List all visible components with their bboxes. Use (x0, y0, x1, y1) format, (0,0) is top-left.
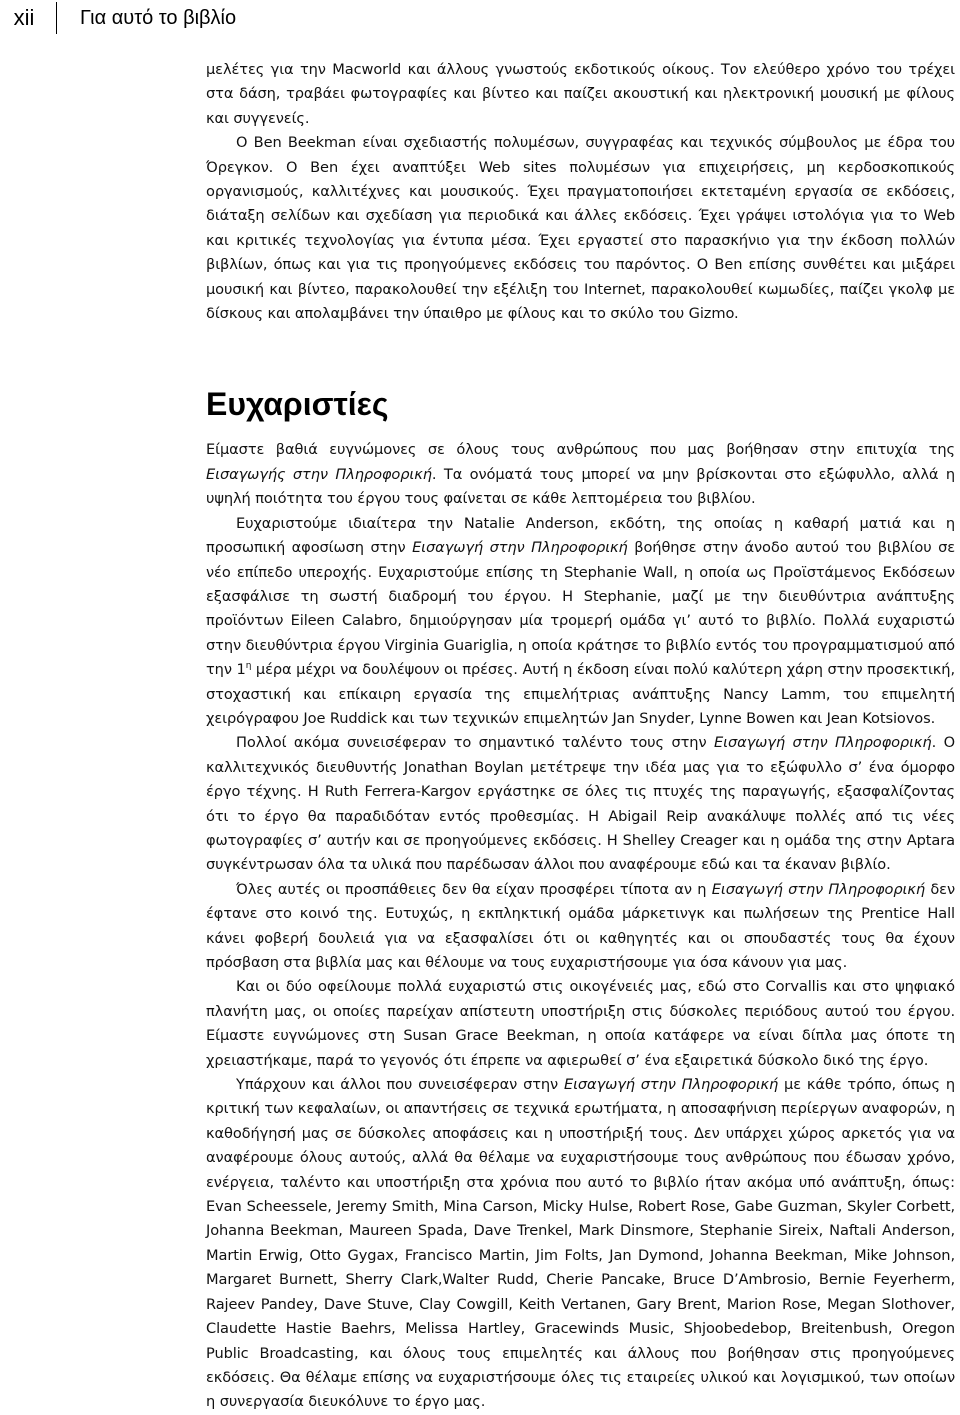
text-run: με κάθε τρόπο, όπως η κριτική των κεφαλαίων, οι απαντήσεις σε τεχνικά ερωτήματα, η αποσαφήνιση περίεργων αναφορών, η καθοδήγησή μας σε δύσκολες αποφάσεις και η υποστήριξή τους. Δεν υπάρχει χώρος αρκετός για να αναφέρουμε όλους αυτούς, αλλά θα θέλαμε να ευχαριστήσουμε τους ανθρώπους που έδωσαν χρόνο, ενέργεια, ταλέντο και υποστήριξη στα χρόνια που αυτό το βιβλίο ήταν ακόμα υπό ανάπτυξη, όπως: Evan Scheessele, Jeremy Smith, Mina Carson, Micky Hulse, Robert Rose, Gabe Guzman, Skyler Corbett, Johanna Beekman, Maureen Spada, Dave Trenkel, Mark Dinsmore, Stephanie Sireix, Naftali Anderson, Martin Erwig, Otto Gygax, Francisco Martin, Jim Folts, Jan Dymond, Johanna Beekman, Mike Johnson, Margaret Burnett, Sherry Clark,Walter Rudd, Cherie Pancake, Bruce D’Ambrosio, Bernie Feyerherm, Rajeev Pandey, Dave Stuve, Clay Cowgill, Keith Vertanen, Gary Brent, Marion Rose, Megan Slothover, Claudette Hastie Baehrs, Melissa Hartley, Gracewinds Music, Shjoobedebop, Breitenbush, Oregon Public Broadcasting, και όλους τους επιμελητές και άλλους που βοήθησαν στις προηγούμενες εκδόσεις. Θα θέλαμε επίσης να ευχαριστήσουμε όλες τις εταιρείες υλικού και λογισμικού, των οποίων η συνεργασία διευκόλυνε το έργο μας. (206, 1076, 955, 1411)
page-body (206, 58, 955, 1415)
text-run: Ευχαριστούμε ιδιαίτερα την Natalie Anderson, εκδότη, της οποίας η καθαρή ματιά και η προσωπική αφοσίωση στην (206, 514, 955, 557)
ack-paragraph (206, 731, 955, 877)
author-bio-section (206, 58, 955, 326)
header-divider (56, 2, 57, 34)
ordinal-superscript: η (245, 661, 252, 672)
book-title-italic: Εισαγωγή στην Πληροφορική (563, 1076, 779, 1094)
bio-paragraph: μελέτες για την Macworld και άλλους γνωστούς εκδοτικούς οίκους. Τον ελεύθερο χρόνο του τρέχει στα δάση, τραβάει φωτογραφίες και βίντεο και παίζει ακουστική και ηλεκτρονική μουσική με φίλους και συγγενείς. (206, 61, 955, 127)
page-number: xii (13, 5, 35, 30)
page-header (0, 0, 960, 36)
text-run: Πολλοί ακόμα συνεισέφεραν το σημαντικό ταλέντο τους στην (236, 734, 715, 752)
ack-paragraph (206, 438, 955, 511)
text-run: Όλες αυτές οι προσπάθειες δεν θα είχαν προσφέρει τίποτα αν η (236, 880, 712, 898)
book-title-italic: Εισαγωγή στην Πληροφορική (714, 734, 932, 752)
text-run: . Τα ονόματά τους μπορεί να μην βρίσκονται στο εξώφυλλο, αλλά η υψηλή ποιότητα του έργου τους φαίνεται σε κάθε λεπτομέρεια του βιβλίου. (206, 465, 955, 508)
text-run: Υπάρχουν και άλλοι που συνεισέφεραν στην (236, 1076, 564, 1094)
running-title: Για αυτό το βιβλίο (80, 6, 237, 29)
text-run: δεν έφτανε στο κοινό της. Ευτυχώς, η εκπληκτική ομάδα μάρκετινγκ και πωλήσεων της Prentice Hall κάνει φοβερή δουλειά για να εξασφαλίσει ότι οι καθηγητές και οι σπουδαστές τους θα έχουν πρόσβαση στα βιβλία μας και θέλουμε να τους ευχαριστήσουμε για όσα κάνουν για μας. (206, 880, 955, 971)
section-title: Ευχαριστίες (206, 386, 389, 423)
ack-paragraph (206, 1073, 955, 1415)
text-run: Είμαστε βαθιά ευγνώμονες σε όλους τους ανθρώπους που μας βοήθησαν στην επιτυχία της (206, 441, 955, 459)
text-run: βοήθησε στην άνοδο αυτού του βιβλίου σε νέο επίπεδο υπεροχής. Ευχαριστούμε επίσης τη Stephanie Wall, η οποία ως Προϊστάμενος Εκδόσεων εξασφάλισε τη σωστή διαδρομή του έργου. Η Stephanie, μαζί με την διευθύντρια ανάπτυξης προϊόντων Eileen Calabro, δημιούργησαν μία τρομερή ομάδα γι’ αυτό το βιβλίο. Πολλά ευχαριστώ στην διευθύντρια έργου Virginia Guariglia, η οποία κράτησε το βιβλίο εντός του προγραμματισμού από την 1 (206, 539, 956, 679)
ack-paragraph: Και οι δύο οφείλουμε πολλά ευχαριστώ στις οικογένειές μας, εδώ στο Corvallis και στο ψηφιακό πλανήτη μας, οι οποίες παρείχαν απίστευτη υποστήριξη στις δύσκολες περιόδους αυτού του έργου. Είμαστε ευγνώμονες στη Susan Grace Beekman, η οποία κατάφερε να είναι δίπλα μας όποτε τη χρειαστήκαμε, παρά το γεγονός ότι έπρεπε να αφιερωθεί σ’ ένα εξαιρετικά δύσκολο δικό της έργο. (206, 978, 955, 1069)
acknowledgements-section (206, 438, 955, 1414)
text-run: . Ο καλλιτεχνικός διευθυντής Jonathan Boylan μετέτρεψε την ιδέα μας για το εξώφυλλο σ’ ένα όμορφο έργο τέχνης. Η Ruth Ferrera-Kargov εργάστηκε σε όλες τις πτυχές της παραγωγής, εξασφαλίζοντας ότι το έργο θα παραδιδόταν εντός προθεσμίας. Η Abigail Reip ανακάλυψε πολλές από τις νέες φωτογραφίες σ’ αυτήν και σε προηγούμενες εκδόσεις. Η Shelley Creager και η ομάδα της στην Aptara συγκέντρωσαν όλα τα υλικά που παρέδωσαν άλλοι που αναφέρουμε εδώ και τα έκαναν βιβλίο. (206, 734, 955, 874)
bio-paragraph: Ο Ben Beekman είναι σχεδιαστής πολυμέσων, συγγραφέας και τεχνικός σύμβουλος με έδρα του Όρεγκον. Ο Ben έχει αναπτύξει Web sites πολυμέσων για επιχειρήσεις, μη κερδοσκοπικούς οργανισμούς, καλλιτέχνες και μουσικούς. Έχει πραγματοποιήσει εκτεταμένη εργασία σε εκδόσεις, διάταξη σελίδων και σχεδίαση για περιοδικά και άλλες εκδόσεις. Έχει γράψει ιστολόγια για το Web και κριτικές τεχνολογίας για έντυπα μέσα. Έχει εργαστεί στο παρασκήνιο για την έκδοση πολλών βιβλίων, όπως και για τις προηγούμενες εκδόσεις του παρόντος. Ο Ben επίσης συνθέτει και μιξάρει μουσική και βίντεο, παρακολουθεί την εξέλιξη του Internet, παρακολουθεί κωμωδίες, παίζει γκολφ με δίσκους και απολαμβάνει την ύπαιθρο με φίλους και το σκύλο του Gizmo. (206, 134, 955, 323)
ack-paragraph (206, 878, 955, 976)
text-run: μέρα μέχρι να δουλέψουν οι πρέσες. Αυτή η έκδοση είναι πολύ καλύτερη χάρη στην προσεκτική, στοχαστική και επίκαιρη εργασία της επιμελήτριας ανάπτυξης Nancy Lamm, του επιμελητή χειρόγραφου Joe Ruddick και των τεχνικών επιμελητών Jan Snyder, Lynne Bowen και Jean Kotsiovos. (206, 661, 955, 727)
book-title-italic: Εισαγωγή στην Πληροφορική (412, 539, 628, 557)
book-title-italic: Εισαγωγής στην Πληροφορική (206, 465, 432, 483)
ack-paragraph (206, 512, 955, 732)
book-title-italic: Εισαγωγή στην Πληροφορική (711, 880, 925, 898)
